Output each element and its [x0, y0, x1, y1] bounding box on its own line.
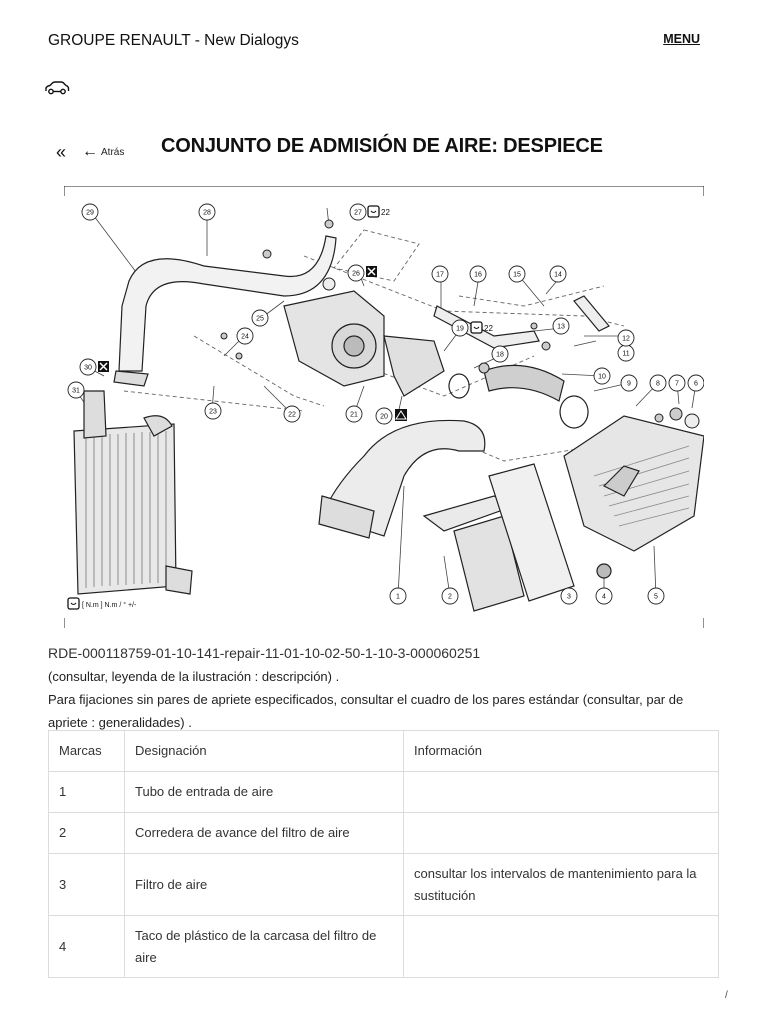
svg-text:[ N.m ] N.m / ° +/-: [ N.m ] N.m / ° +/-	[82, 602, 137, 609]
svg-text:11: 11	[622, 350, 630, 358]
cell-designation: Corredera de avance del filtro de aire	[125, 813, 404, 854]
cell-designation: Taco de plástico de la carcasa del filtro de aire	[125, 916, 404, 978]
callout-21	[346, 406, 362, 422]
air-filter-box	[564, 416, 704, 578]
torque-note: Para fijaciones sin pares de apriete especificados, consultar el cuadro de los pares estándar (consultar, par de apriete : generalidades) .	[48, 692, 684, 730]
menu-link[interactable]: MENU	[663, 32, 700, 46]
callout-24	[237, 328, 253, 344]
torque-icon	[368, 206, 390, 217]
legend-note: (consultar, leyenda de la ilustración : descripción) .	[48, 669, 340, 684]
svg-text:15: 15	[513, 271, 521, 279]
svg-text:19: 19	[456, 325, 464, 333]
svg-text:3: 3	[567, 593, 571, 601]
exploded-view-illustration	[64, 186, 704, 628]
table-row	[49, 772, 719, 813]
table-row	[49, 813, 719, 854]
svg-text:26: 26	[352, 270, 360, 278]
callout-8	[650, 375, 666, 391]
callout-27	[350, 204, 366, 220]
page-title: CONJUNTO DE ADMISIÓN DE AIRE: DESPIECE	[161, 135, 603, 157]
callout-12	[618, 330, 634, 346]
callout-19	[452, 320, 468, 336]
svg-text:2: 2	[448, 593, 452, 601]
svg-text:16: 16	[474, 271, 482, 279]
warning-icon	[395, 409, 407, 421]
turbocharger	[284, 291, 444, 396]
app-title: GROUPE RENAULT - New Dialogys	[48, 32, 299, 49]
svg-text:23: 23	[209, 408, 217, 416]
svg-text:18: 18	[496, 351, 504, 359]
document-reference: RDE-000118759-01-10-141-repair-11-01-10-02-50-1-10-3-000060251	[48, 645, 481, 661]
svg-text:7: 7	[675, 380, 679, 388]
cell-mark: 3	[49, 854, 125, 916]
callout-1	[390, 588, 406, 604]
svg-text:1: 1	[396, 593, 400, 601]
callout-22	[284, 406, 300, 422]
svg-text:10: 10	[598, 373, 606, 381]
svg-text:6: 6	[694, 380, 698, 388]
cell-info	[404, 813, 719, 854]
callout-18	[492, 346, 508, 362]
cell-info: consultar los intervalos de mantenimiento para la sustitución	[404, 854, 719, 916]
callout-7	[669, 375, 685, 391]
svg-text:5: 5	[654, 593, 658, 601]
column-header-information: Información	[404, 731, 719, 772]
svg-text:29: 29	[86, 209, 94, 217]
callout-11	[618, 345, 634, 361]
svg-text:17: 17	[436, 271, 444, 279]
svg-text:24: 24	[241, 333, 249, 341]
document-notes	[48, 642, 720, 734]
callout-23	[205, 403, 221, 419]
cell-designation: Filtro de aire	[125, 854, 404, 916]
page-footer-mark: /	[725, 990, 728, 1001]
back-button[interactable]	[82, 143, 124, 161]
svg-text:28: 28	[203, 209, 211, 217]
cell-mark: 1	[49, 772, 125, 813]
cross-box-icon	[98, 361, 109, 372]
callout-3	[561, 588, 577, 604]
torque-icon	[471, 322, 493, 333]
parts-table	[48, 730, 719, 978]
callout-2	[442, 588, 458, 604]
car-icon[interactable]	[44, 80, 70, 96]
callout-9	[621, 375, 637, 391]
cell-info	[404, 772, 719, 813]
double-chevron-left-icon[interactable]: «	[56, 141, 67, 162]
cell-mark: 2	[49, 813, 125, 854]
svg-text:22: 22	[484, 324, 493, 333]
table-row	[49, 916, 719, 978]
cell-mark: 4	[49, 916, 125, 978]
callout-10	[594, 368, 610, 384]
svg-text:30: 30	[84, 364, 92, 372]
callout-25	[252, 310, 268, 326]
cell-designation: Tubo de entrada de aire	[125, 772, 404, 813]
svg-text:12: 12	[622, 335, 630, 343]
callout-16	[470, 266, 486, 282]
table-row	[49, 854, 719, 916]
navigation-bar	[56, 142, 124, 162]
callout-13	[553, 318, 569, 334]
cross-box-icon	[366, 266, 377, 277]
column-header-marks: Marcas	[49, 731, 125, 772]
callout-30	[80, 359, 96, 375]
callout-4	[596, 588, 612, 604]
svg-text:22: 22	[288, 411, 296, 419]
callout-26	[348, 265, 364, 281]
svg-text:4: 4	[602, 593, 606, 601]
svg-text:22: 22	[381, 208, 390, 217]
svg-text:21: 21	[350, 411, 358, 419]
back-label: Atrás	[101, 146, 125, 158]
torque-legend	[68, 598, 137, 609]
callout-28	[199, 204, 215, 220]
callout-6	[688, 375, 704, 391]
svg-text:14: 14	[554, 271, 562, 279]
svg-text:9: 9	[627, 380, 631, 388]
svg-text:20: 20	[380, 413, 388, 421]
svg-text:25: 25	[256, 315, 264, 323]
arrow-left-icon: ←	[82, 143, 98, 160]
svg-text:27: 27	[354, 209, 362, 217]
svg-text:8: 8	[656, 380, 660, 388]
callout-14	[550, 266, 566, 282]
callout-29	[82, 204, 98, 220]
callout-20	[376, 408, 392, 424]
callout-31	[68, 382, 84, 398]
column-header-designation: Designación	[125, 731, 404, 772]
svg-text:31: 31	[72, 387, 80, 395]
callout-17	[432, 266, 448, 282]
callout-15	[509, 266, 525, 282]
intercooler	[74, 391, 192, 594]
svg-text:13: 13	[557, 323, 565, 331]
cell-info	[404, 916, 719, 978]
app-header	[48, 30, 700, 54]
callout-5	[648, 588, 664, 604]
table-header-row	[49, 731, 719, 772]
